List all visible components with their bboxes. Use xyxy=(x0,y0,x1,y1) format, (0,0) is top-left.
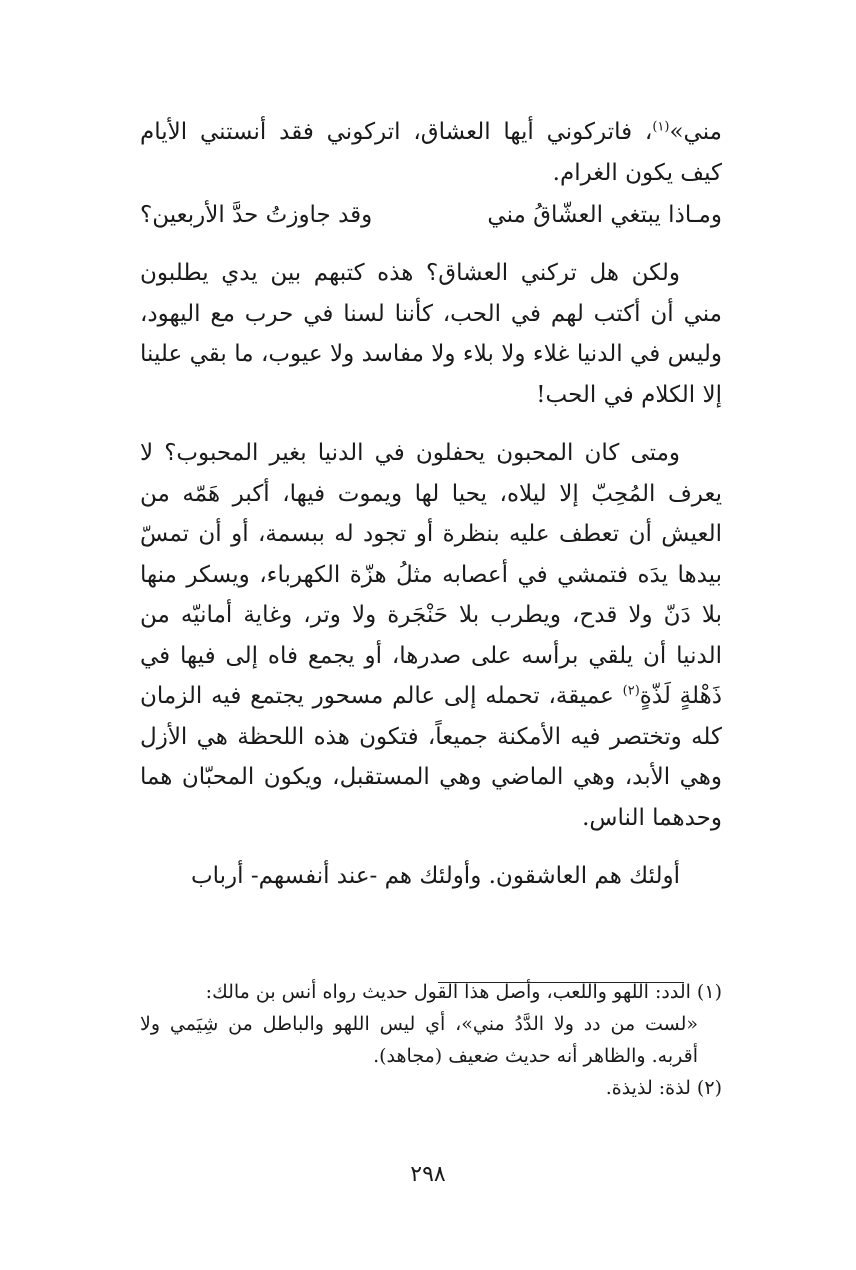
paragraph-3-part-a: ومتى كان المحبون يحفلون في الدنيا بغير المحبوب؟ لا يعرف المُحِبّ إلا ليلاه، يحيا لها ويموت فيها، أكبر هَمّه من العيش أن تعطف عليه بنظرة أو تجود له ببسمة، أو أن تمسّ بيدها يدَه فتمشي في أعصابه مثلُ هزّة الكهرباء، ويسكر منها بلا دَنّ ولا قدح، ويطرب بلا حَنْجَرة ولا وتر، وغاية أمانيّه من الدنيا أن يلقي برأسه على صدرها، أو يجمع فاه إلى فيها في ذَهْلةٍ لَذّةٍ xyxy=(140,440,722,709)
paragraph-4: أولئك هم العاشقون. وأولئك هم -عند أنفسهم- أرباب xyxy=(191,863,680,889)
footnote-2: (٢) لذة: لذيذة. xyxy=(605,1077,722,1099)
footnote-ref-1: (١) xyxy=(652,119,670,135)
footnote-1-line-1: (١) الدد: اللهو واللعب، وأصل هذا القول حديث رواه أنس بن مالك: xyxy=(205,981,722,1003)
paragraph-1-rest: ، فاتركوني أيها العشاق، اتركوني فقد أنستني الأيام كيف يكون الغرام. xyxy=(140,119,722,186)
verse-first-hemistich: ومـاذا يبتغي العشّاقُ مني xyxy=(487,202,722,228)
paragraph-1 xyxy=(140,112,722,193)
footnote-1-line-2: «لست من دد ولا الدَّدُ مني»، أي ليس اللهو والباطل من شِيَمي ولا أقربه. والظاهر أنه حديث ضعيف (مجاهد). xyxy=(140,1013,698,1067)
footnotes xyxy=(140,976,722,1104)
verse-second-hemistich: وقد جاوزتُ حدَّ الأربعين؟ xyxy=(140,202,373,228)
paragraph-3-part-b: عميقة، تحمله إلى عالم مسحور يجتمع فيه الزمان كله وتختصر فيه الأمكنة جميعاً، فتكون هذه اللحظة هي الأزل وهي الأبد، وهي الماضي وهي المستقبل، ويكون المحبّان هما وحدهما الناس. xyxy=(140,683,722,831)
page-body xyxy=(140,112,722,915)
footnote-ref-2: (٢) xyxy=(622,683,640,699)
paragraph-2: ولكن هل تركني العشاق؟ هذه كتبهم بين يدي يطلبون مني أن أكتب لهم في الحب، كأننا لسنا في حرب مع اليهود، وليس في الدنيا غلاء ولا بلاء ولا مفاسد ولا عيوب، ما بقي علينا إلا الكلام في الحب! xyxy=(140,260,722,408)
paragraph-3 xyxy=(140,433,722,838)
poem-verse xyxy=(140,195,722,235)
page-number: ٢٩٨ xyxy=(410,1162,446,1187)
paragraph-1-start: مني» xyxy=(669,119,722,145)
